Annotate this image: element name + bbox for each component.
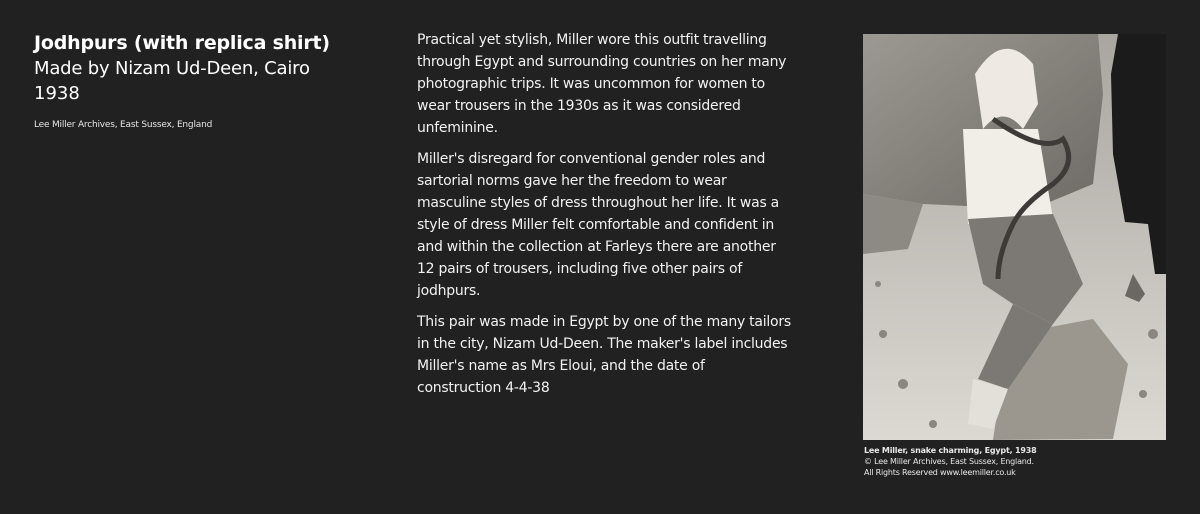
object-title: Jodhpurs (with replica shirt) xyxy=(34,32,330,54)
object-label xyxy=(34,30,364,131)
paragraph-2: Miller's disregard for conventional gender roles and sartorial norms gave her the freedom to wear masculine styles of dress throughout her life. It was a style of dress Miller felt comfortable and confident in and within the collection at Farleys there are another 12 pairs of trousers, including five other pairs of jodhpurs. xyxy=(417,151,780,299)
object-credit: Lee Miller Archives, East Sussex, England xyxy=(34,120,213,130)
paragraph-1: Practical yet stylish, Miller wore this outfit travelling through Egypt and surrounding countries on her many photographic trips. It was uncommon for women to wear trousers in the 1930s as it was considered unfeminine. xyxy=(417,32,787,136)
caption-title: Lee Miller, snake charming, Egypt, 1938 xyxy=(864,446,1037,455)
archive-photograph xyxy=(863,34,1166,440)
caption-copyright: © Lee Miller Archives, East Sussex, England. xyxy=(864,457,1034,466)
photo-illustration xyxy=(863,34,1166,440)
object-maker: Made by Nizam Ud-Deen, Cairo xyxy=(34,58,310,79)
description-text xyxy=(417,29,792,408)
paragraph-3: This pair was made in Egypt by one of the many tailors in the city, Nizam Ud-Deen. The maker's label includes Miller's name as Mrs Eloui, and the date of construction 4-4-38 xyxy=(417,314,791,396)
object-year: 1938 xyxy=(34,83,80,104)
photo-caption xyxy=(864,445,1164,478)
caption-rights: All Rights Reserved www.leemiller.co.uk xyxy=(864,468,1016,477)
